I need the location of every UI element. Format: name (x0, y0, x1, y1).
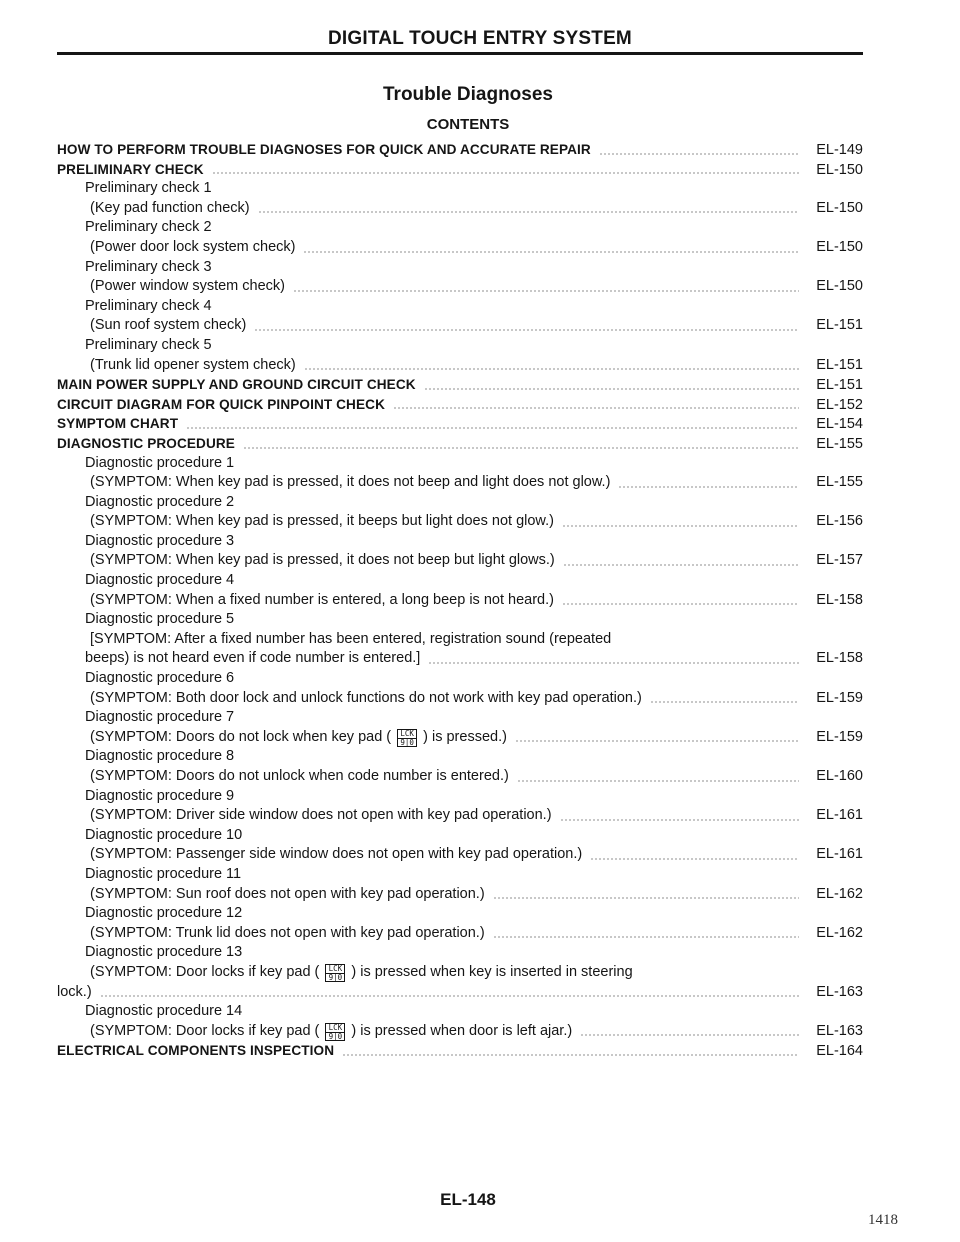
dot-leader (580, 1034, 799, 1036)
toc-entry-text (85, 610, 234, 630)
lock-key-icon-top: LCK (398, 730, 416, 739)
dot-leader (563, 564, 799, 566)
toc-entry-label: Preliminary check 4 (85, 297, 212, 314)
toc-entry (57, 473, 863, 493)
lock-key-icon-top: LCK (326, 965, 344, 974)
toc-entry (57, 454, 863, 474)
toc-entry-text (90, 277, 285, 297)
dot-leader (393, 407, 799, 409)
toc-entry-label: (Power door lock system check) (90, 238, 296, 255)
lock-key-icon-bottom: 9|0 (328, 1031, 343, 1041)
toc-entry (57, 512, 863, 532)
dot-leader (293, 290, 799, 292)
toc-entry-text (90, 845, 582, 865)
dot-leader (599, 153, 799, 155)
toc-entry (57, 356, 863, 376)
toc-entry-label: Preliminary check 5 (85, 336, 212, 353)
toc-entry-label: (SYMPTOM: Door locks if key pad ( (90, 1022, 320, 1039)
toc-entry-text (90, 551, 555, 571)
toc-entry-text (85, 943, 242, 963)
dot-leader (650, 701, 799, 703)
toc-entry-text (85, 669, 234, 689)
dot-leader (186, 427, 799, 429)
toc-page-ref: EL-161 (816, 846, 863, 863)
toc-entry-label: (SYMPTOM: Passenger side window does not open with key pad operation.) (90, 846, 583, 863)
toc-entry-text (85, 787, 234, 807)
toc-entry-text (85, 297, 212, 317)
toc-page-ref: EL-163 (816, 983, 863, 1000)
lock-key-icon-top: LCK (326, 1024, 344, 1033)
toc-entry-text (85, 904, 242, 924)
toc-entry-text (57, 434, 235, 454)
toc-entry-label: Diagnostic procedure 13 (85, 944, 243, 961)
toc-entry (57, 336, 863, 356)
toc-entry-label: Diagnostic procedure 7 (85, 709, 235, 726)
toc-entry-text (90, 512, 554, 532)
section-header: DIGITAL TOUCH ENTRY SYSTEM (328, 28, 632, 49)
toc-entry (57, 610, 863, 630)
toc-entry-label: HOW TO PERFORM TROUBLE DIAGNOSES FOR QUICK AND ACCURATE REPAIR (57, 142, 591, 157)
toc-page-ref: EL-149 (816, 142, 863, 158)
toc-entry-label: Preliminary check 1 (85, 180, 212, 197)
toc-page-ref: EL-155 (816, 435, 863, 452)
toc-entry-text (85, 179, 212, 199)
lock-key-icon (397, 729, 417, 747)
toc-page-ref: EL-162 (816, 885, 863, 902)
toc-entry (57, 316, 863, 336)
table-of-contents (57, 140, 863, 1061)
toc-entry-text (90, 356, 296, 376)
dot-leader (212, 172, 799, 174)
toc-entry-text (90, 689, 642, 709)
dot-leader (254, 329, 799, 331)
toc-entry (57, 414, 863, 434)
toc-entry-text (57, 395, 385, 415)
toc-entry (57, 826, 863, 846)
toc-entry-text (90, 238, 295, 258)
toc-entry-text (90, 316, 246, 336)
toc-page-ref: EL-158 (816, 650, 863, 667)
page-title: Trouble Diagnoses (383, 84, 553, 105)
toc-entry-text (90, 767, 509, 787)
toc-page-ref: EL-162 (816, 924, 863, 941)
toc-entry-label: [SYMPTOM: After a fixed number has been entered, registration sound (repeated (90, 630, 612, 647)
toc-entry-text (85, 747, 234, 767)
toc-page-ref: EL-159 (816, 728, 863, 745)
toc-entry-label: Diagnostic procedure 4 (85, 572, 235, 589)
toc-entry-label: (Key pad function check) (90, 199, 250, 216)
lock-key-icon-bottom: 9|0 (328, 972, 343, 982)
toc-entry-label: (Sun roof system check) (90, 317, 247, 334)
toc-entry (57, 179, 863, 199)
toc-page-ref: EL-151 (816, 377, 863, 394)
toc-entry-text (90, 1022, 572, 1042)
toc-entry-label: Diagnostic procedure 12 (85, 905, 243, 922)
toc-entry (57, 924, 863, 944)
toc-entry-label: Diagnostic procedure 5 (85, 611, 235, 628)
lock-key-icon (325, 1023, 345, 1041)
dot-leader (428, 662, 799, 664)
toc-entry-text (90, 728, 507, 748)
toc-entry-label: beeps) is not heard even if code number is entered.] (85, 650, 421, 667)
toc-entry-label: Diagnostic procedure 3 (85, 532, 235, 549)
dot-leader (515, 740, 799, 742)
toc-entry (57, 1002, 863, 1022)
toc-entry-text (90, 591, 554, 611)
dot-leader (303, 251, 799, 253)
toc-entry (57, 649, 863, 669)
toc-entry-label: (SYMPTOM: Doors do not lock when key pad ( (90, 728, 392, 745)
toc-entry (57, 983, 863, 1003)
toc-entry-label: Diagnostic procedure 14 (85, 1003, 243, 1020)
toc-page-ref: EL-150 (816, 199, 863, 216)
toc-page-ref: EL-150 (816, 238, 863, 255)
toc-entry (57, 1022, 863, 1042)
toc-entry-text (90, 806, 552, 826)
toc-entry-text (57, 375, 416, 395)
toc-entry-text (85, 336, 212, 356)
toc-entry-label: ELECTRICAL COMPONENTS INSPECTION (57, 1043, 335, 1059)
toc-page-ref: EL-157 (816, 552, 863, 569)
toc-entry-label: SYMPTOM CHART (57, 416, 179, 432)
toc-entry-label: DIAGNOSTIC PROCEDURE (57, 435, 235, 451)
toc-entry-text (85, 1002, 242, 1022)
toc-entry-label: (Trunk lid opener system check) (90, 356, 296, 373)
dot-leader (590, 858, 799, 860)
toc-entry (57, 199, 863, 219)
toc-entry (57, 551, 863, 571)
toc-entry-label: Diagnostic procedure 2 (85, 493, 235, 510)
dot-leader (342, 1054, 799, 1056)
toc-entry-text (85, 865, 241, 885)
toc-entry-label: PRELIMINARY CHECK (57, 161, 204, 177)
toc-entry-text (57, 414, 178, 434)
header-rule (57, 52, 863, 55)
toc-page-ref: EL-150 (816, 161, 863, 178)
toc-entry-label: (SYMPTOM: When key pad is pressed, it does not beep but light glows.) (90, 552, 555, 569)
toc-entry-text (85, 826, 242, 846)
toc-entry (57, 375, 863, 395)
toc-entry-label: Diagnostic procedure 9 (85, 787, 235, 804)
toc-entry-label: (SYMPTOM: Doors do not unlock when code number is entered.) (90, 768, 509, 784)
toc-entry-text (57, 160, 204, 180)
toc-entry-text (85, 218, 212, 238)
toc-page-ref: EL-158 (816, 591, 863, 608)
toc-page-ref: EL-156 (816, 513, 863, 530)
toc-entry-label: Diagnostic procedure 1 (85, 454, 235, 471)
dot-leader (304, 368, 799, 370)
toc-entry-label: (SYMPTOM: When key pad is pressed, it beeps but light does not glow.) (90, 513, 554, 530)
toc-entry (57, 160, 863, 180)
toc-entry (57, 395, 863, 415)
toc-entry-label: (Power window system check) (90, 278, 285, 295)
dot-leader (493, 936, 799, 938)
toc-page-ref: EL-151 (816, 317, 863, 334)
toc-entry-label: Diagnostic procedure 8 (85, 748, 235, 765)
toc-entry (57, 787, 863, 807)
toc-entry (57, 493, 863, 513)
toc-entry-label: (SYMPTOM: Door locks if key pad ( (90, 963, 320, 980)
toc-entry (57, 140, 863, 160)
toc-entry-label: (SYMPTOM: When key pad is pressed, it does not beep and light does not glow.) (90, 474, 611, 491)
toc-entry-text (57, 1041, 334, 1061)
toc-entry (57, 630, 863, 650)
toc-entry (57, 532, 863, 552)
toc-entry-label: Diagnostic procedure 10 (85, 826, 243, 843)
toc-entry-text (85, 708, 234, 728)
toc-entry (57, 728, 863, 748)
toc-entry-label-continued: ) is pressed when key is inserted in steering (351, 963, 633, 980)
toc-page-ref: EL-163 (816, 1022, 863, 1039)
toc-entry (57, 277, 863, 297)
toc-entry-label-continued: ) is pressed.) (423, 728, 507, 745)
toc-entry-text (90, 199, 250, 219)
dot-leader (618, 486, 799, 488)
toc-entry (57, 865, 863, 885)
lock-key-icon-bottom: 9|0 (400, 737, 414, 747)
toc-page-ref: EL-151 (816, 356, 863, 373)
toc-entry-label: (SYMPTOM: Both door lock and unlock functions do not work with key pad operation.) (90, 689, 642, 706)
toc-page-ref: EL-150 (816, 278, 863, 295)
toc-entry-text (85, 493, 234, 513)
dot-leader (258, 211, 799, 213)
toc-entry-text (57, 140, 591, 160)
lock-key-icon (325, 964, 345, 982)
toc-entry-label: Diagnostic procedure 6 (85, 670, 235, 687)
toc-entry-label: (SYMPTOM: Driver side window does not open with key pad operation.) (90, 807, 552, 824)
toc-entry-text (85, 532, 234, 552)
toc-page-ref: EL-154 (816, 416, 863, 433)
dot-leader (243, 447, 799, 449)
toc-entry (57, 591, 863, 611)
toc-entry (57, 904, 863, 924)
toc-page-ref: EL-161 (816, 807, 863, 824)
dot-leader (562, 525, 799, 527)
toc-entry-label-continued: ) is pressed when door is left ajar.) (351, 1022, 573, 1039)
footer-page-number: 1418 (868, 1212, 898, 1228)
toc-entry-text (90, 473, 610, 493)
toc-entry-text (85, 454, 234, 474)
toc-entry-label: Preliminary check 3 (85, 258, 212, 275)
toc-entry-text (90, 630, 611, 650)
toc-entry (57, 571, 863, 591)
toc-page-ref: EL-160 (816, 768, 863, 784)
dot-leader (100, 995, 799, 997)
toc-entry (57, 747, 863, 767)
dot-leader (560, 819, 799, 821)
toc-entry (57, 845, 863, 865)
toc-entry-label: MAIN POWER SUPPLY AND GROUND CIRCUIT CHECK (57, 377, 416, 393)
toc-entry (57, 708, 863, 728)
dot-leader (517, 780, 799, 782)
toc-entry-label: Diagnostic procedure 11 (85, 865, 242, 882)
toc-entry-text (85, 571, 234, 591)
toc-entry (57, 434, 863, 454)
toc-entry-text (85, 258, 212, 278)
dot-leader (493, 897, 799, 899)
toc-entry-text (57, 983, 92, 1003)
dot-leader (424, 388, 799, 390)
toc-entry (57, 689, 863, 709)
toc-entry (57, 238, 863, 258)
toc-entry-label: lock.) (57, 983, 92, 1000)
toc-page-ref: EL-155 (816, 474, 863, 491)
toc-entry (57, 806, 863, 826)
contents-heading: CONTENTS (426, 116, 510, 133)
toc-entry (57, 297, 863, 317)
toc-entry-text (90, 885, 485, 905)
toc-entry-label: (SYMPTOM: Sun roof does not open with key pad operation.) (90, 885, 485, 902)
toc-entry (57, 258, 863, 278)
toc-entry-label: (SYMPTOM: Trunk lid does not open with key pad operation.) (90, 924, 485, 941)
toc-entry-label: CIRCUIT DIAGRAM FOR QUICK PINPOINT CHECK (57, 396, 385, 412)
toc-entry (57, 885, 863, 905)
toc-entry-text (85, 649, 420, 669)
toc-entry (57, 1041, 863, 1061)
toc-entry-label: (SYMPTOM: When a fixed number is entered, a long beep is not heard.) (90, 591, 554, 608)
toc-entry (57, 963, 863, 983)
dot-leader (562, 603, 799, 605)
toc-entry-label: Preliminary check 2 (85, 219, 212, 236)
toc-entry (57, 943, 863, 963)
toc-entry (57, 767, 863, 787)
toc-page-ref: EL-152 (816, 396, 863, 413)
toc-page-ref: EL-159 (816, 689, 863, 706)
toc-page-ref: EL-164 (816, 1043, 863, 1060)
toc-entry (57, 218, 863, 238)
toc-entry-text (90, 963, 633, 983)
toc-entry (57, 669, 863, 689)
toc-entry-text (90, 924, 485, 944)
footer-page-label: EL-148 (440, 1190, 496, 1209)
